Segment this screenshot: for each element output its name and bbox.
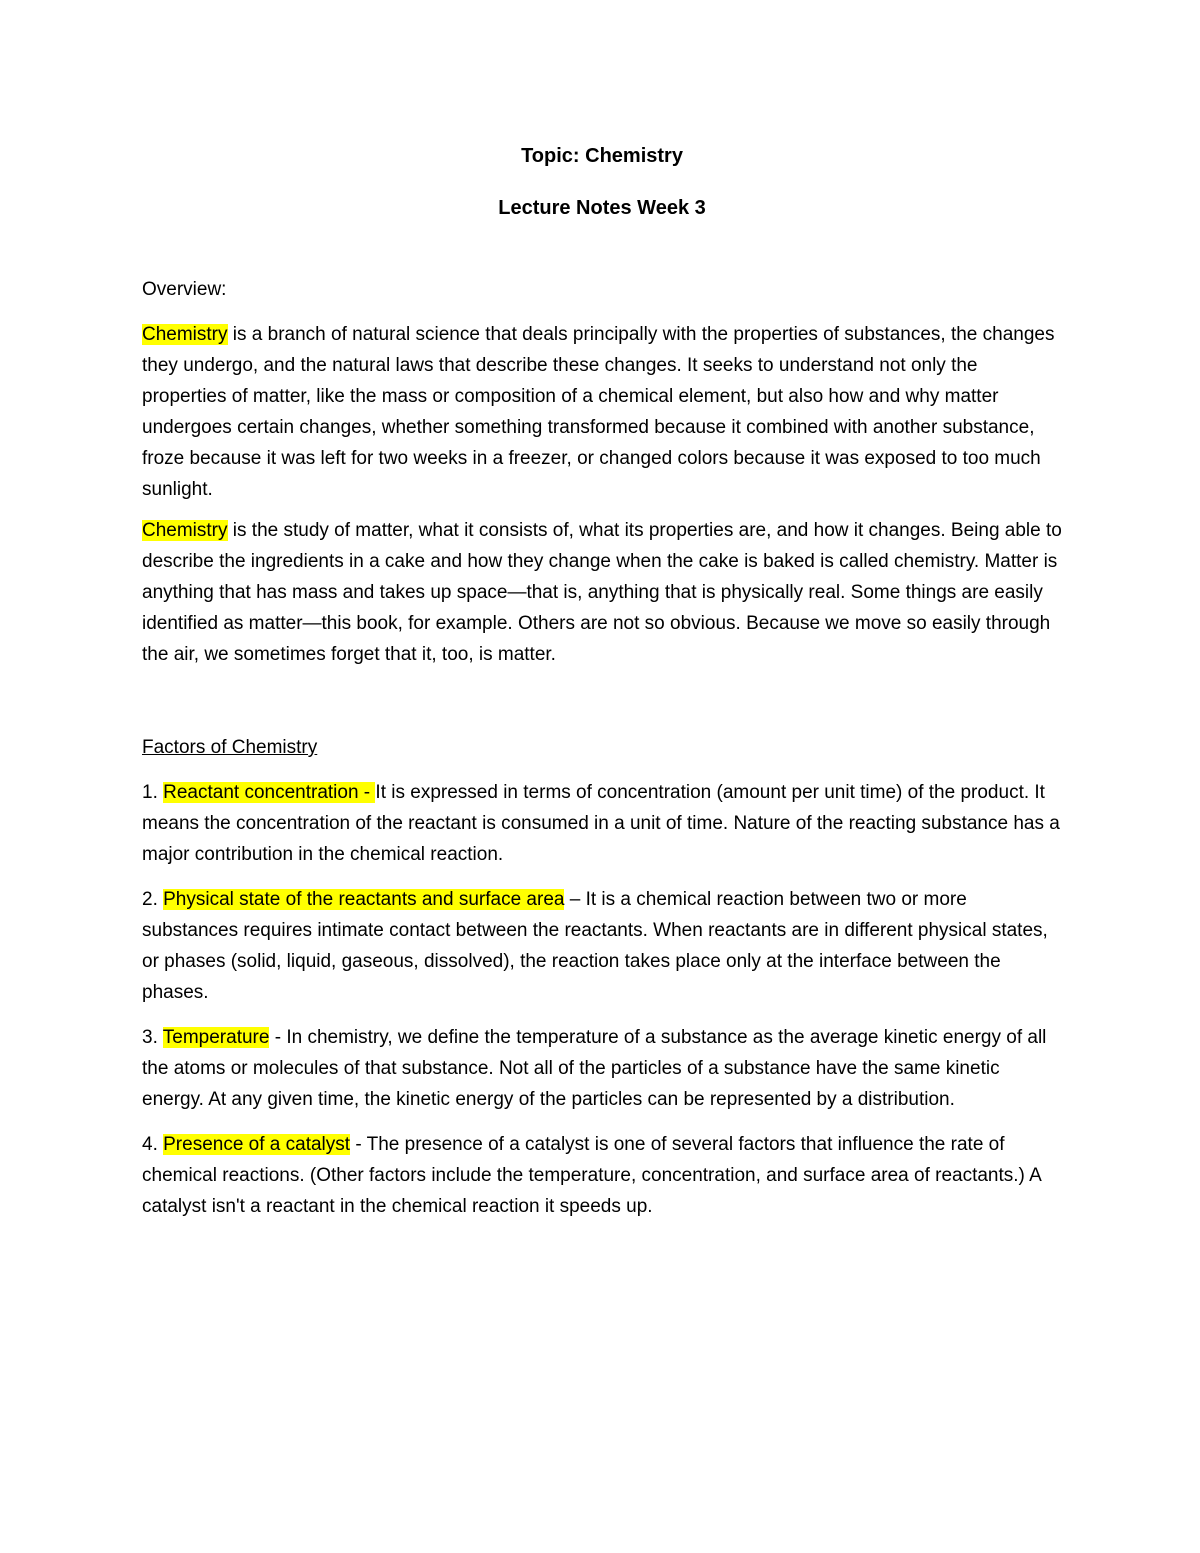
paragraph-text: is a branch of natural science that deals principally with the properties of substances, the changes they undergo, and the natural laws that describe these changes. It seeks to understand not only the properties of matter, like the mass or composition of a chemical element, but also how and why matter undergoes certain changes, whether something transformed because it combined with another substance, froze because it was left for two weeks in a freezer, or changed colors because it was exposed to too much sunlight. xyxy=(142,324,1055,500)
overview-label: Overview: xyxy=(142,279,227,300)
document-page xyxy=(142,140,1062,1236)
factor-term: Reactant concentration - xyxy=(163,782,376,803)
factor-text: - In chemistry, we define the temperature of a substance as the average kinetic energy of all the atoms or molecules of that substance. Not all of the particles of a substance have the same kinetic energy. At any given time, the kinetic energy of the particles can be represented by a distribution. xyxy=(142,1027,1047,1110)
factor-item-3 xyxy=(142,1022,1062,1115)
highlighted-term: Chemistry xyxy=(142,520,228,541)
page-title: Topic: Chemistry xyxy=(521,145,683,167)
factor-number: 3. xyxy=(142,1027,163,1048)
factor-number: 1. xyxy=(142,782,164,803)
factor-term: Physical state of the reactants and surface area xyxy=(163,889,565,910)
factor-item-1 xyxy=(142,777,1062,870)
page-subtitle: Lecture Notes Week 3 xyxy=(498,197,706,219)
highlighted-term: Chemistry xyxy=(142,324,228,345)
factor-item-4 xyxy=(142,1129,1062,1222)
factor-text: – It is a chemical reaction between two or more substances requires intimate contact between the reactants. When reactants are in different physical states, or phases (solid, liquid, gaseous, dissolved), the reaction takes place only at the interface between the phases. xyxy=(142,889,1048,1003)
factor-item-2 xyxy=(142,884,1062,1008)
factor-text: - The presence of a catalyst is one of several factors that influence the rate of chemical reactions. (Other factors include the temperature, concentration, and surface area of reactants.) A catalyst isn't a reactant in the chemical reaction it speeds up. xyxy=(142,1134,1041,1217)
factor-number: 2. xyxy=(142,889,164,910)
factor-text: It is expressed in terms of concentration (amount per unit time) of the product. It means the concentration of the reactant is consumed in a unit of time. Nature of the reacting substance has a major contribution in the chemical reaction. xyxy=(142,782,1060,865)
factor-term: Temperature xyxy=(162,1027,270,1048)
factor-term: Presence of a catalyst xyxy=(163,1134,351,1155)
overview-paragraph-1 xyxy=(142,319,1062,505)
paragraph-text: is the study of matter, what it consists of, what its properties are, and how it changes. Being able to describe the ingredients in a cake and how they change when the cake is baked is called chemistry. Matter is anything that has mass and takes up space—that is, anything that is physically real. Some things are easily identified as matter—this book, for example. Others are not so obvious. Because we move so easily through the air, we sometimes forget that it, too, is matter. xyxy=(142,520,1062,665)
factors-heading: Factors of Chemistry xyxy=(142,737,318,758)
factor-number: 4. xyxy=(142,1134,164,1155)
overview-paragraph-2 xyxy=(142,515,1062,670)
